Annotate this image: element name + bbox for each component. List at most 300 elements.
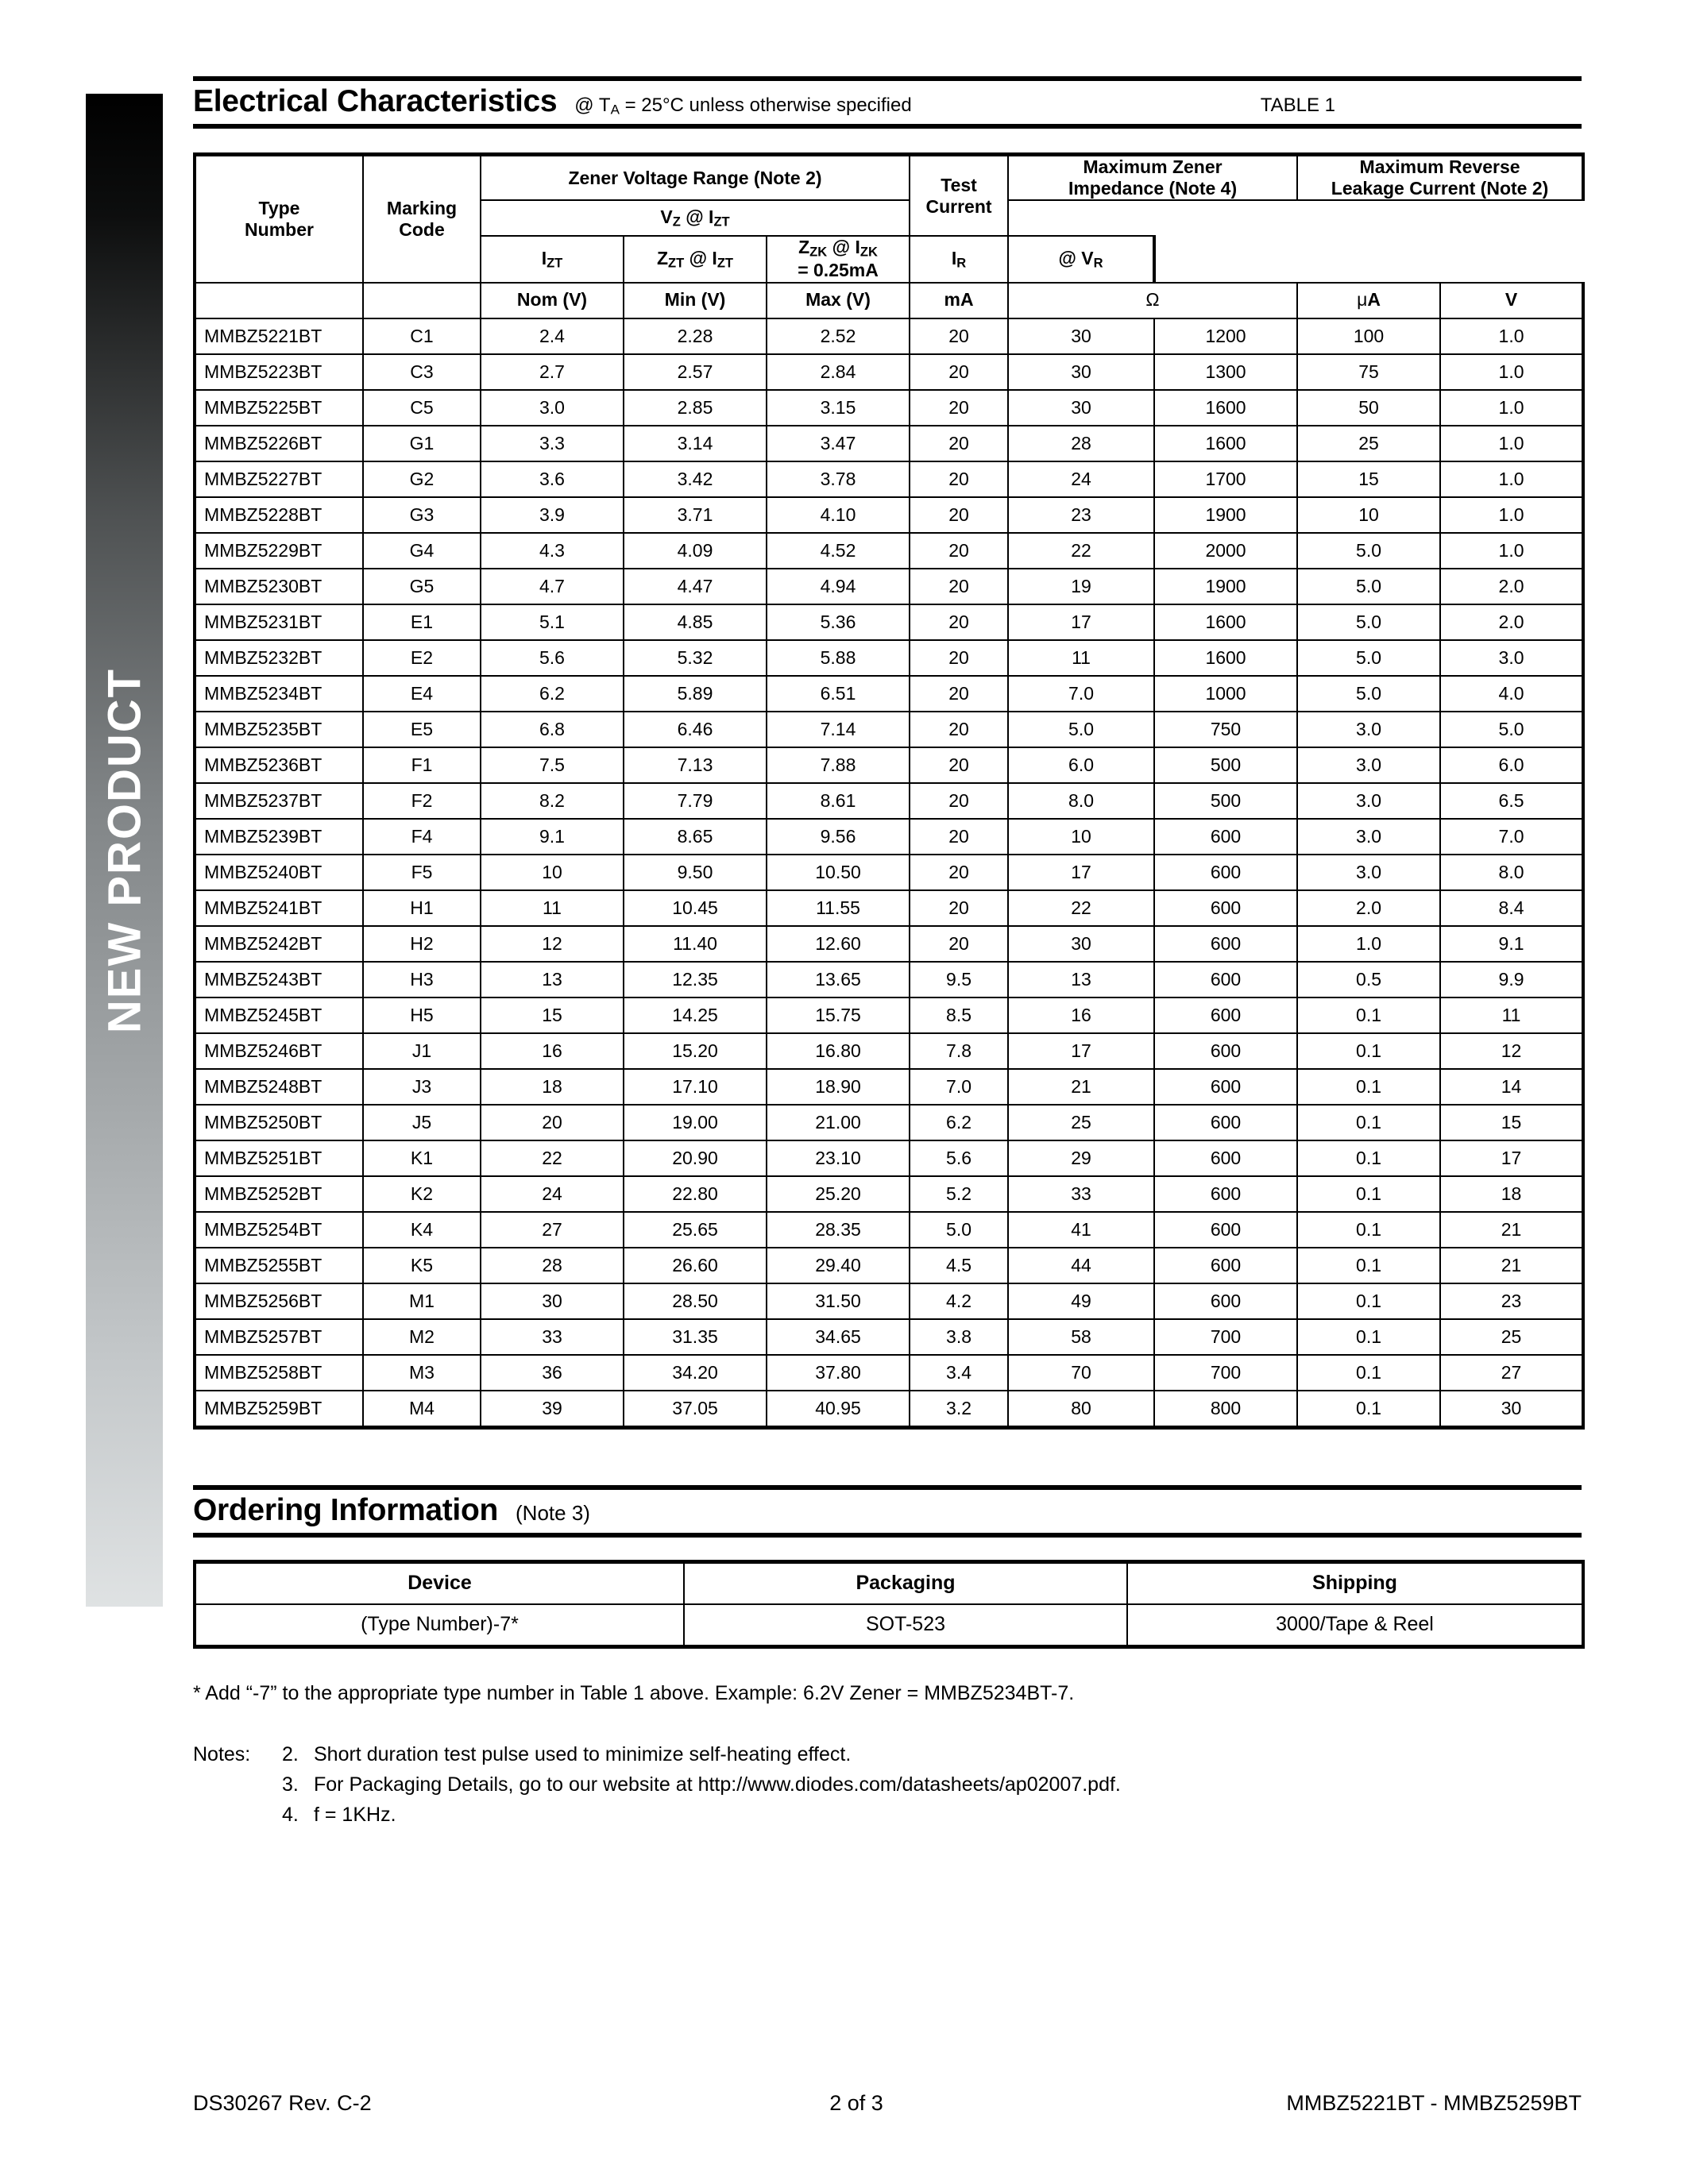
cell-marking-code: E2 [363, 640, 481, 676]
table-row [195, 997, 1583, 1033]
table-1-tag: TABLE 1 [1260, 95, 1335, 116]
cell-vz-nom: 16 [481, 1033, 624, 1069]
cell-vz-nom: 6.8 [481, 712, 624, 747]
cell-test-current: 3.2 [910, 1391, 1008, 1428]
cell-vz-nom: 8.2 [481, 783, 624, 819]
cell-ir: 0.1 [1297, 1319, 1440, 1355]
cell-zzk: 1000 [1154, 676, 1297, 712]
note-item [282, 1804, 1582, 1827]
cell-vr: 1.0 [1440, 354, 1583, 390]
cell-vz-min: 14.25 [624, 997, 767, 1033]
cell-vz-min: 2.85 [624, 390, 767, 426]
cell-test-current: 20 [910, 712, 1008, 747]
table-row [195, 1283, 1583, 1319]
cell-vz-max: 18.90 [767, 1069, 910, 1105]
cell-vr: 2.0 [1440, 569, 1583, 604]
header-vz-at-izt: $V_Z$ @ $I_{ZT}$ [481, 200, 910, 236]
cell-type-number: MMBZ5256BT [195, 1283, 363, 1319]
cell-vr: 6.5 [1440, 783, 1583, 819]
cell-vz-min: 3.71 [624, 497, 767, 533]
cell-vz-min: 4.85 [624, 604, 767, 640]
cell-zzk: 1600 [1154, 640, 1297, 676]
cell-type-number: MMBZ5258BT [195, 1355, 363, 1391]
cell-test-current: 20 [910, 747, 1008, 783]
cell-zzk: 600 [1154, 926, 1297, 962]
cell-zzt: 80 [1008, 1391, 1154, 1428]
cell-zzt: 29 [1008, 1140, 1154, 1176]
cell-zzk: 600 [1154, 855, 1297, 890]
cell-type-number: MMBZ5227BT [195, 461, 363, 497]
unit-nom: Nom (V) [481, 283, 624, 318]
cell-vz-min: 2.57 [624, 354, 767, 390]
cell-zzk: 1900 [1154, 569, 1297, 604]
cell-type-number: MMBZ5236BT [195, 747, 363, 783]
ordering-header-row [195, 1561, 1583, 1604]
cell-marking-code: K1 [363, 1140, 481, 1176]
cell-marking-code: E4 [363, 676, 481, 712]
note-text: f = 1KHz. [314, 1803, 396, 1826]
cell-zzt: 22 [1008, 890, 1154, 926]
cell-test-current: 20 [910, 533, 1008, 569]
cell-zzk: 800 [1154, 1391, 1297, 1428]
cell-vz-min: 10.45 [624, 890, 767, 926]
new-product-banner-label: NEW PRODUCT [98, 667, 150, 1033]
table-row [195, 1212, 1583, 1248]
ordering-header-packaging: Packaging [684, 1561, 1127, 1604]
cell-vz-nom: 36 [481, 1355, 624, 1391]
cell-vz-nom: 3.3 [481, 426, 624, 461]
cell-vz-max: 8.61 [767, 783, 910, 819]
cell-ir: 3.0 [1297, 783, 1440, 819]
cell-vz-nom: 18 [481, 1069, 624, 1105]
cell-vz-min: 5.32 [624, 640, 767, 676]
cell-marking-code: M3 [363, 1355, 481, 1391]
cell-vr: 12 [1440, 1033, 1583, 1069]
cell-zzt: 33 [1008, 1176, 1154, 1212]
cell-zzk: 600 [1154, 1140, 1297, 1176]
footer-part-range: MMBZ5221BT - MMBZ5259BT [1286, 2091, 1582, 2115]
unit-volt: V [1440, 283, 1583, 318]
electrical-characteristics-table [193, 152, 1585, 1430]
table-row [195, 1105, 1583, 1140]
cell-vz-max: 4.10 [767, 497, 910, 533]
cell-vz-nom: 2.4 [481, 318, 624, 354]
cell-test-current: 3.8 [910, 1319, 1008, 1355]
cell-type-number: MMBZ5223BT [195, 354, 363, 390]
cell-vz-nom: 6.2 [481, 676, 624, 712]
cell-vz-max: 3.47 [767, 426, 910, 461]
cell-vz-min: 26.60 [624, 1248, 767, 1283]
cell-vz-max: 5.36 [767, 604, 910, 640]
note-item [282, 1773, 1582, 1796]
cell-zzt: 25 [1008, 1105, 1154, 1140]
cell-ir: 25 [1297, 426, 1440, 461]
cell-vz-max: 3.78 [767, 461, 910, 497]
cell-type-number: MMBZ5242BT [195, 926, 363, 962]
cell-zzt: 6.0 [1008, 747, 1154, 783]
cell-ir: 3.0 [1297, 819, 1440, 855]
cell-test-current: 20 [910, 426, 1008, 461]
cell-vz-min: 8.65 [624, 819, 767, 855]
table-row [195, 604, 1583, 640]
cell-marking-code: K2 [363, 1176, 481, 1212]
cell-test-current: 7.0 [910, 1069, 1008, 1105]
cell-vz-max: 2.84 [767, 354, 910, 390]
cell-zzk: 600 [1154, 962, 1297, 997]
cell-marking-code: J3 [363, 1069, 481, 1105]
cell-test-current: 4.2 [910, 1283, 1008, 1319]
cell-vz-min: 6.46 [624, 712, 767, 747]
cell-vz-nom: 12 [481, 926, 624, 962]
cell-vr: 2.0 [1440, 604, 1583, 640]
cell-type-number: MMBZ5225BT [195, 390, 363, 426]
cell-vz-nom: 3.0 [481, 390, 624, 426]
cell-vr: 25 [1440, 1319, 1583, 1355]
cell-vz-max: 6.51 [767, 676, 910, 712]
cell-test-current: 20 [910, 819, 1008, 855]
cell-marking-code: J1 [363, 1033, 481, 1069]
cell-vz-min: 9.50 [624, 855, 767, 890]
table-row [195, 390, 1583, 426]
unit-max: Max (V) [767, 283, 910, 318]
table-row [195, 461, 1583, 497]
ordering-information-title: Ordering Information [193, 1492, 499, 1527]
cell-test-current: 20 [910, 926, 1008, 962]
header-ir: $I_R$ [910, 236, 1008, 282]
cell-type-number: MMBZ5248BT [195, 1069, 363, 1105]
cell-test-current: 9.5 [910, 962, 1008, 997]
cell-ir: 0.1 [1297, 1283, 1440, 1319]
cell-vr: 9.1 [1440, 926, 1583, 962]
cell-zzt: 22 [1008, 533, 1154, 569]
cell-vz-min: 15.20 [624, 1033, 767, 1069]
cell-type-number: MMBZ5250BT [195, 1105, 363, 1140]
cell-marking-code: H5 [363, 997, 481, 1033]
cell-type-number: MMBZ5255BT [195, 1248, 363, 1283]
cell-zzt: 49 [1008, 1283, 1154, 1319]
cell-vz-max: 16.80 [767, 1033, 910, 1069]
cell-test-current: 5.0 [910, 1212, 1008, 1248]
cell-ir: 5.0 [1297, 640, 1440, 676]
cell-ir: 3.0 [1297, 747, 1440, 783]
cell-vz-nom: 24 [481, 1176, 624, 1212]
cell-zzk: 1300 [1154, 354, 1297, 390]
cell-ir: 0.1 [1297, 997, 1440, 1033]
cell-vz-max: 34.65 [767, 1319, 910, 1355]
cell-test-current: 20 [910, 604, 1008, 640]
header-maximum-zener-impedance: Maximum Zener Impedance (Note 4) [1008, 155, 1297, 201]
cell-zzt: 23 [1008, 497, 1154, 533]
cell-vz-max: 7.88 [767, 747, 910, 783]
ordering-information-table [193, 1560, 1585, 1649]
cell-vz-nom: 9.1 [481, 819, 624, 855]
cell-vz-max: 9.56 [767, 819, 910, 855]
cell-zzk: 500 [1154, 747, 1297, 783]
cell-vz-nom: 3.6 [481, 461, 624, 497]
table-row [195, 640, 1583, 676]
cell-vr: 14 [1440, 1069, 1583, 1105]
cell-vr: 15 [1440, 1105, 1583, 1140]
cell-zzk: 700 [1154, 1319, 1297, 1355]
cell-vz-nom: 13 [481, 962, 624, 997]
note-item [282, 1743, 1582, 1766]
cell-zzk: 600 [1154, 1105, 1297, 1140]
cell-vz-min: 31.35 [624, 1319, 767, 1355]
table-row [195, 783, 1583, 819]
cell-vr: 18 [1440, 1176, 1583, 1212]
cell-ir: 0.1 [1297, 1140, 1440, 1176]
cell-vz-max: 37.80 [767, 1355, 910, 1391]
cell-test-current: 20 [910, 354, 1008, 390]
header-zener-voltage-range: Zener Voltage Range (Note 2) [481, 155, 910, 201]
cell-vz-max: 10.50 [767, 855, 910, 890]
cell-vz-min: 5.89 [624, 676, 767, 712]
cell-type-number: MMBZ5259BT [195, 1391, 363, 1428]
cell-zzk: 500 [1154, 783, 1297, 819]
ordering-cell-shipping: 3000/Tape & Reel [1127, 1604, 1583, 1647]
cell-zzt: 70 [1008, 1355, 1154, 1391]
cell-vz-nom: 4.3 [481, 533, 624, 569]
cell-vz-nom: 27 [481, 1212, 624, 1248]
cell-zzt: 17 [1008, 1033, 1154, 1069]
cell-type-number: MMBZ5237BT [195, 783, 363, 819]
cell-marking-code: G1 [363, 426, 481, 461]
cell-vz-min: 4.47 [624, 569, 767, 604]
cell-vr: 21 [1440, 1212, 1583, 1248]
cell-vz-min: 4.09 [624, 533, 767, 569]
cell-marking-code: C1 [363, 318, 481, 354]
cell-vz-min: 3.14 [624, 426, 767, 461]
table-row [195, 1033, 1583, 1069]
cell-ir: 0.1 [1297, 1033, 1440, 1069]
ordering-information-body [195, 1604, 1583, 1647]
cell-zzk: 1600 [1154, 390, 1297, 426]
header-test-current: Test Current [910, 155, 1008, 237]
cell-vz-nom: 20 [481, 1105, 624, 1140]
cell-test-current: 20 [910, 676, 1008, 712]
unit-type-number [195, 283, 363, 318]
cell-vz-min: 34.20 [624, 1355, 767, 1391]
unit-microamp: μA [1297, 283, 1440, 318]
cell-ir: 5.0 [1297, 569, 1440, 604]
note-number: 3. [282, 1773, 299, 1796]
table-row [195, 962, 1583, 997]
table-row [195, 1355, 1583, 1391]
cell-ir: 0.1 [1297, 1105, 1440, 1140]
cell-vz-nom: 11 [481, 890, 624, 926]
header-zzt-at-izt: $Z_{ZT}$ @ $I_{ZT}$ [624, 236, 767, 282]
cell-zzk: 600 [1154, 1212, 1297, 1248]
cell-vz-max: 4.94 [767, 569, 910, 604]
cell-vz-nom: 30 [481, 1283, 624, 1319]
cell-ir: 75 [1297, 354, 1440, 390]
cell-type-number: MMBZ5241BT [195, 890, 363, 926]
page-content [193, 0, 1582, 2184]
ordering-information-note: (Note 3) [516, 1500, 590, 1525]
cell-test-current: 20 [910, 783, 1008, 819]
cell-vz-max: 23.10 [767, 1140, 910, 1176]
cell-zzt: 41 [1008, 1212, 1154, 1248]
cell-test-current: 20 [910, 318, 1008, 354]
unit-ohm: Ω [1008, 283, 1297, 318]
cell-vr: 17 [1440, 1140, 1583, 1176]
cell-zzk: 600 [1154, 1283, 1297, 1319]
cell-marking-code: F5 [363, 855, 481, 890]
cell-test-current: 8.5 [910, 997, 1008, 1033]
cell-marking-code: C5 [363, 390, 481, 426]
cell-test-current: 4.5 [910, 1248, 1008, 1283]
table-row [195, 569, 1583, 604]
table-row [195, 1140, 1583, 1176]
cell-ir: 0.1 [1297, 1212, 1440, 1248]
note-number: 4. [282, 1803, 299, 1826]
cell-ir: 5.0 [1297, 604, 1440, 640]
ordering-header-shipping: Shipping [1127, 1561, 1583, 1604]
cell-test-current: 20 [910, 890, 1008, 926]
cell-marking-code: F2 [363, 783, 481, 819]
unit-marking-code [363, 283, 481, 318]
cell-vz-min: 7.13 [624, 747, 767, 783]
cell-zzt: 13 [1008, 962, 1154, 997]
cell-type-number: MMBZ5254BT [195, 1212, 363, 1248]
cell-zzk: 2000 [1154, 533, 1297, 569]
cell-vz-max: 31.50 [767, 1283, 910, 1319]
electrical-characteristics-title: Electrical Characteristics [193, 84, 558, 118]
cell-vz-min: 28.50 [624, 1283, 767, 1319]
cell-vr: 21 [1440, 1248, 1583, 1283]
cell-zzk: 1600 [1154, 604, 1297, 640]
cell-test-current: 20 [910, 569, 1008, 604]
cell-marking-code: M1 [363, 1283, 481, 1319]
cell-zzt: 28 [1008, 426, 1154, 461]
cell-type-number: MMBZ5235BT [195, 712, 363, 747]
cell-zzk: 750 [1154, 712, 1297, 747]
header-at-vr: @ $V_R$ [1008, 236, 1154, 282]
cell-marking-code: H1 [363, 890, 481, 926]
cell-vz-max: 40.95 [767, 1391, 910, 1428]
cell-zzk: 700 [1154, 1355, 1297, 1391]
header-marking-code: Marking Code [363, 155, 481, 283]
cell-vz-nom: 33 [481, 1319, 624, 1355]
cell-ir: 0.1 [1297, 1391, 1440, 1428]
cell-vz-min: 37.05 [624, 1391, 767, 1428]
cell-zzt: 7.0 [1008, 676, 1154, 712]
table-row [195, 533, 1583, 569]
table-row [195, 318, 1583, 354]
cell-ir: 10 [1297, 497, 1440, 533]
cell-zzk: 600 [1154, 890, 1297, 926]
cell-vz-max: 12.60 [767, 926, 910, 962]
cell-ir: 0.1 [1297, 1176, 1440, 1212]
cell-zzk: 1200 [1154, 318, 1297, 354]
cell-vr: 11 [1440, 997, 1583, 1033]
cell-zzt: 8.0 [1008, 783, 1154, 819]
cell-zzk: 1600 [1154, 426, 1297, 461]
cell-vz-max: 11.55 [767, 890, 910, 926]
cell-vz-max: 3.15 [767, 390, 910, 426]
cell-marking-code: M4 [363, 1391, 481, 1428]
cell-vz-max: 5.88 [767, 640, 910, 676]
cell-marking-code: H3 [363, 962, 481, 997]
notes-block [193, 1743, 1582, 1834]
table-row [195, 1248, 1583, 1283]
cell-marking-code: H2 [363, 926, 481, 962]
cell-type-number: MMBZ5232BT [195, 640, 363, 676]
cell-ir: 3.0 [1297, 712, 1440, 747]
cell-zzk: 600 [1154, 1176, 1297, 1212]
ordering-header-device: Device [195, 1561, 684, 1604]
cell-zzk: 600 [1154, 1069, 1297, 1105]
cell-vz-nom: 7.5 [481, 747, 624, 783]
cell-marking-code: C3 [363, 354, 481, 390]
cell-vr: 8.4 [1440, 890, 1583, 926]
table-row [195, 926, 1583, 962]
cell-vz-min: 7.79 [624, 783, 767, 819]
cell-vz-min: 22.80 [624, 1176, 767, 1212]
table-row [195, 676, 1583, 712]
unit-min: Min (V) [624, 283, 767, 318]
cell-type-number: MMBZ5228BT [195, 497, 363, 533]
notes-label: Notes: [193, 1742, 251, 1765]
cell-marking-code: K4 [363, 1212, 481, 1248]
cell-marking-code: G3 [363, 497, 481, 533]
cell-zzt: 24 [1008, 461, 1154, 497]
cell-vz-nom: 28 [481, 1248, 624, 1283]
cell-vz-nom: 15 [481, 997, 624, 1033]
table-row [195, 712, 1583, 747]
cell-ir: 0.1 [1297, 1248, 1440, 1283]
electrical-characteristics-heading [193, 76, 1582, 129]
cell-marking-code: G5 [363, 569, 481, 604]
cell-ir: 2.0 [1297, 890, 1440, 926]
footer-document-id: DS30267 Rev. C-2 [193, 2091, 372, 2115]
cell-vr: 4.0 [1440, 676, 1583, 712]
cell-marking-code: E1 [363, 604, 481, 640]
cell-type-number: MMBZ5246BT [195, 1033, 363, 1069]
cell-type-number: MMBZ5251BT [195, 1140, 363, 1176]
cell-vr: 1.0 [1440, 497, 1583, 533]
footer-page-number: 2 of 3 [829, 2091, 883, 2115]
table-row [195, 1391, 1583, 1428]
cell-ir: 5.0 [1297, 533, 1440, 569]
note-text: For Packaging Details, go to our website at http://www.diodes.com/datasheets/ap02007.pdf. [314, 1773, 1121, 1796]
cell-vr: 7.0 [1440, 819, 1583, 855]
page-footer [193, 2091, 1582, 2116]
cell-zzt: 30 [1008, 318, 1154, 354]
cell-zzt: 30 [1008, 354, 1154, 390]
cell-vr: 1.0 [1440, 390, 1583, 426]
cell-vz-max: 28.35 [767, 1212, 910, 1248]
cell-marking-code: F4 [363, 819, 481, 855]
cell-zzk: 1700 [1154, 461, 1297, 497]
cell-vz-min: 25.65 [624, 1212, 767, 1248]
cell-test-current: 7.8 [910, 1033, 1008, 1069]
cell-type-number: MMBZ5221BT [195, 318, 363, 354]
cell-zzt: 19 [1008, 569, 1154, 604]
electrical-characteristics-subtitle: @ $T_A = 25^\circ C$ unless otherwise specified [574, 95, 912, 118]
cell-zzt: 17 [1008, 604, 1154, 640]
electrical-characteristics-body [195, 318, 1583, 1428]
cell-vr: 9.9 [1440, 962, 1583, 997]
cell-test-current: 20 [910, 461, 1008, 497]
note-number: 2. [282, 1742, 299, 1765]
cell-zzk: 1900 [1154, 497, 1297, 533]
cell-vr: 30 [1440, 1391, 1583, 1428]
cell-marking-code: F1 [363, 747, 481, 783]
cell-test-current: 6.2 [910, 1105, 1008, 1140]
cell-vz-max: 21.00 [767, 1105, 910, 1140]
cell-marking-code: E5 [363, 712, 481, 747]
